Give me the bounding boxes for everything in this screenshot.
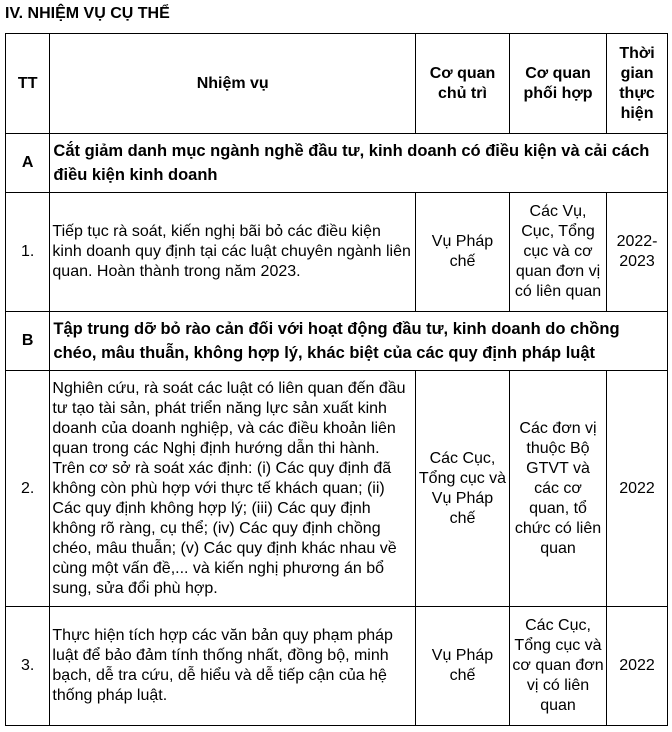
table-row	[6, 193, 668, 312]
row-host: Vụ Pháp chế	[416, 193, 510, 312]
table-header-row	[6, 34, 668, 134]
group-title: Tập trung dỡ bỏ rào cản đối với hoạt động đầu tư, kinh doanh do chồng chéo, mâu thuẫn, không hợp lý, khác biệt của các quy định pháp luật	[50, 312, 668, 371]
row-time: 2022	[607, 371, 668, 607]
header-time: Thời gian thực hiện	[607, 34, 668, 134]
row-host: Các Cục, Tổng cục và Vụ Pháp chế	[416, 371, 510, 607]
row-coord: Các Cục, Tổng cục và cơ quan đơn vị có liên quan	[509, 607, 606, 726]
row-number: 2.	[6, 371, 50, 607]
header-task: Nhiệm vụ	[50, 34, 416, 134]
header-coord: Cơ quan phối hợp	[509, 34, 606, 134]
group-row-b	[6, 312, 668, 371]
task-table	[5, 33, 668, 726]
row-coord: Các đơn vị thuộc Bộ GTVT và các cơ quan, tổ chức có liên quan	[509, 371, 606, 607]
row-number: 3.	[6, 607, 50, 726]
group-code: A	[6, 134, 50, 193]
group-title: Cắt giảm danh mục ngành nghề đầu tư, kinh doanh có điều kiện và cải cách điều kiện kinh doanh	[50, 134, 668, 193]
header-host: Cơ quan chủ trì	[416, 34, 510, 134]
table-row	[6, 371, 668, 607]
row-task: Tiếp tục rà soát, kiến nghị bãi bỏ các điều kiện kinh doanh quy định tại các luật chuyên ngành liên quan. Hoàn thành trong năm 2023.	[50, 193, 416, 312]
table-row	[6, 607, 668, 726]
group-code: B	[6, 312, 50, 371]
section-title: IV. NHIỆM VỤ CỤ THỂ	[5, 5, 170, 22]
row-time: 2022-2023	[607, 193, 668, 312]
row-time: 2022	[607, 607, 668, 726]
row-task: Thực hiện tích hợp các văn bản quy phạm pháp luật để bảo đảm tính thống nhất, đồng bộ, minh bạch, dễ tra cứu, dễ hiểu và dễ tiếp cận của hệ thống pháp luật.	[50, 607, 416, 726]
row-number: 1.	[6, 193, 50, 312]
header-tt: TT	[6, 34, 50, 134]
row-host: Vụ Pháp chế	[416, 607, 510, 726]
group-row-a	[6, 134, 668, 193]
row-task: Nghiên cứu, rà soát các luật có liên quan đến đầu tư tạo tài sản, phát triển năng lực sản xuất kinh doanh của doanh nghiệp, và các điều khoản liên quan trong các Nghị định hướng dẫn thi hành. Trên cơ sở rà soát xác định: (i) Các quy định đã không còn phù hợp với thực tế khách quan; (ii) Các quy định không hợp lý; (iii) Các quy định không rõ ràng, cụ thể; (iv) Các quy định chồng chéo, mâu thuẫn; (v) Các quy định khác nhau về cùng một vấn đề,... và kiến nghị phương án bổ sung, sửa đổi phù hợp.	[50, 371, 416, 607]
row-coord: Các Vụ, Cục, Tổng cục và cơ quan đơn vị có liên quan	[509, 193, 606, 312]
